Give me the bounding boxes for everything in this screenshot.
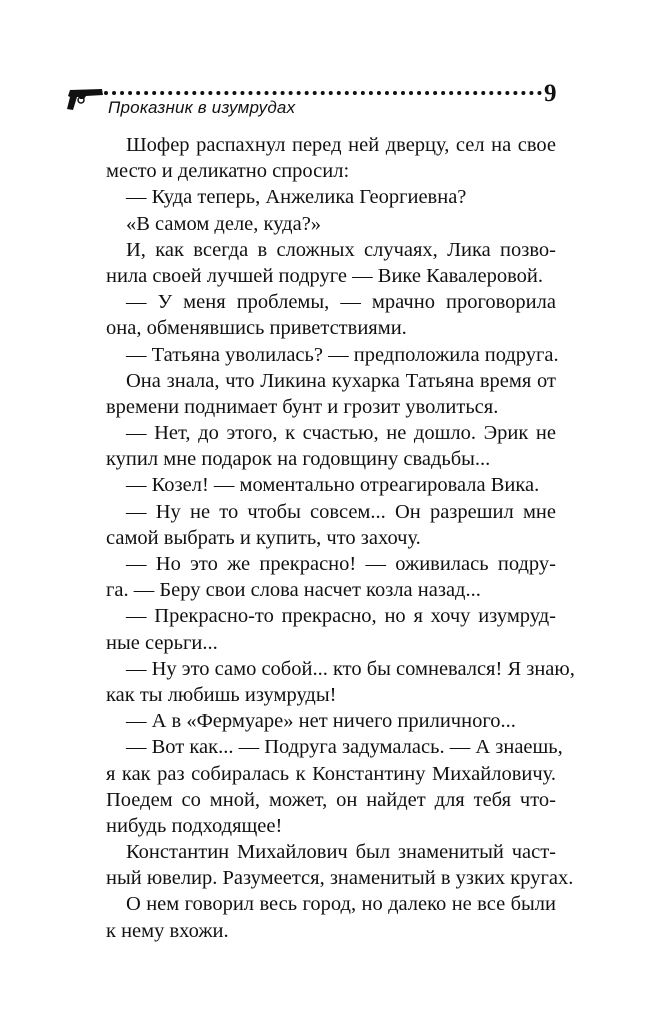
text-line: — Но это же прекрасно! — оживилась подру- xyxy=(126,553,556,575)
pistol-icon xyxy=(66,86,106,112)
text-line: ный ювелир. Разумеется, знаменитый в узких кругах. xyxy=(106,867,574,890)
running-header xyxy=(66,76,566,120)
text-line: к нему вхожи. xyxy=(106,919,229,942)
text-line: времени поднимает бунт и грозит уволиться. xyxy=(106,395,499,418)
header-dotted-rule xyxy=(104,91,542,95)
text-line: — У меня проблемы, — мрачно проговорила xyxy=(126,291,556,314)
text-line: — Нет, до этого, к счастью, не дошло. Эрик не xyxy=(126,422,556,445)
text-line: га. — Беру свои слова насчет козла назад... xyxy=(106,579,481,602)
text-line: — Вот как... — Подруга задумалась. — А знаешь, xyxy=(126,736,563,759)
text-line: она, обменявшись приветствиями. xyxy=(106,317,407,340)
text-line: я как раз собиралась к Константину Михайловичу. xyxy=(106,762,556,785)
running-title: Проказник в изумрудах xyxy=(108,98,296,117)
text-line: О нем говорил весь город, но далеко не все были xyxy=(126,893,556,916)
text-line: — Прекрасно-то прекрасно, но я хочу изумруд- xyxy=(126,605,556,628)
text-line: место и деликатно спросил: xyxy=(106,160,350,183)
text-line: И, как всегда в сложных случаях, Лика позво- xyxy=(126,238,556,261)
text-line: купил мне подарок на годовщину свадьбы... xyxy=(106,448,491,471)
page-number: 9 xyxy=(544,80,557,107)
text-line: — Козел! — моментально отреагировала Вика. xyxy=(126,474,540,497)
text-line: «В самом деле, куда?» xyxy=(126,212,322,235)
text-line: нибудь подходящее! xyxy=(106,814,283,837)
text-line: Константин Михайлович был знаменитый част- xyxy=(126,841,556,864)
text-line: самой выбрать и купить, что захочу. xyxy=(106,526,421,549)
text-line: — А в «Фермуаре» нет ничего приличного... xyxy=(126,710,516,733)
text-line: — Ну не то чтобы совсем... Он разрешил мне xyxy=(126,500,556,523)
text-line: Она знала, что Ликина кухарка Татьяна время от xyxy=(126,369,556,392)
text-line: ные серьги... xyxy=(106,631,218,654)
text-line: — Ну это само собой... кто бы сомневался! Я знаю, xyxy=(126,657,575,680)
text-line: нила своей лучшей подруге — Вике Кавалеровой. xyxy=(106,264,543,287)
body-text xyxy=(106,132,575,944)
text-line: Шофер распахнул перед ней дверцу, сел на свое xyxy=(126,134,556,156)
text-line: как ты любишь изумруды! xyxy=(106,683,337,706)
text-line: Поедем со мной, может, он найдет для тебя что- xyxy=(106,788,556,811)
text-line: — Куда теперь, Анжелика Георгиевна? xyxy=(126,186,467,209)
text-line: — Татьяна уволилась? — предположила подруга. xyxy=(126,343,559,366)
